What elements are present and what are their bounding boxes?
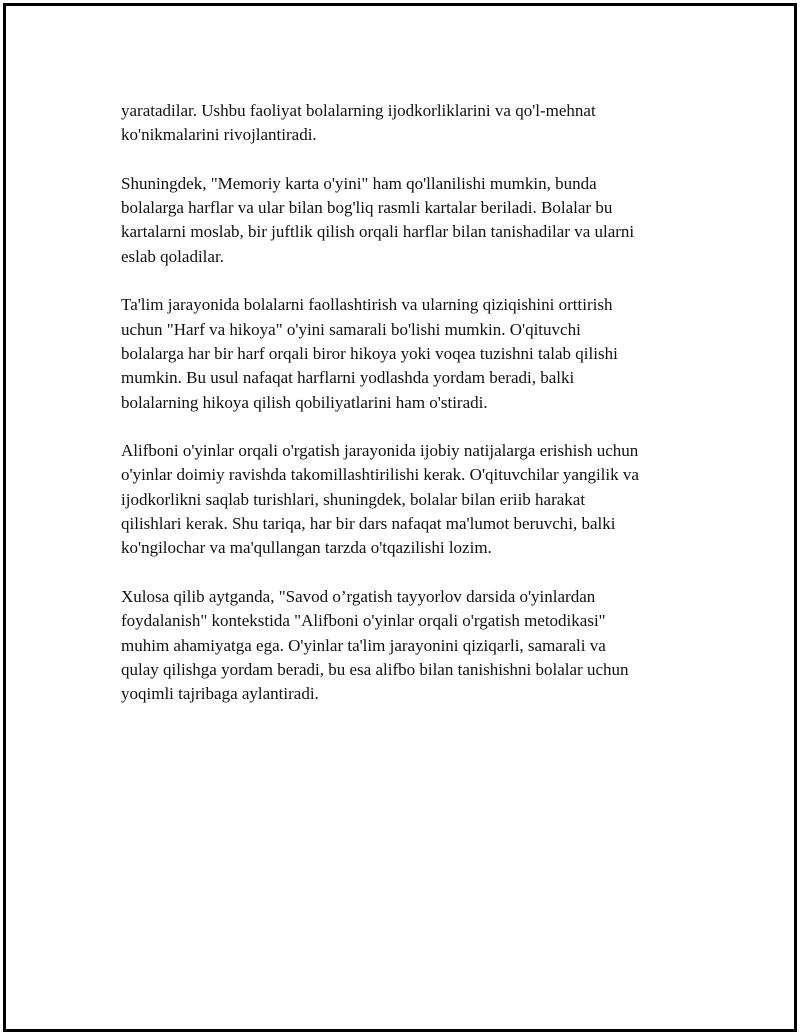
page-frame <box>3 3 797 1032</box>
paragraph-2: Shuningdek, "Memoriy karta o'yini" ham qo'llanilishi mumkin, bunda bolalarga harflar va ular bilan bog'liq rasmli kartalar beriladi. Bolalar bu kartalarni moslab, bir juftlik qilish orqali harflar bilan tanishadilar va ularni eslab qoladilar. <box>121 173 635 266</box>
paragraph-3: Ta'lim jarayonida bolalarni faollashtirish va ularning qiziqishini orttirish uchun "Harf va hikoya" o'yini samarali bo'lishi mumkin. O'qituvchi bolalarga har bir harf orqali biror hikoya yoki voqea tuzishni talab qilishi mumkin. Bu usul nafaqat harflarni yodlashda yordam beradi, balki bolalarning hikoya qilish qobiliyatlarini ham o'stiradi. <box>121 295 618 412</box>
paragraph-5: Xulosa qilib aytganda, "Savod o’rgatish tayyorlov darsida o'yinlardan foydalanish" kontekstida "Alifboni o'yinlar orqali o'rgatish metodikasi" muhim ahamiyatga ega. O'yinlar ta'lim jarayonini qiziqarli, samarali va qulay qilishga yordam beradi, bu esa alifbo bilan tanishishni bolalar uchun yoqimli tajribaga aylantiradi. <box>121 586 629 704</box>
document-body <box>121 99 701 731</box>
paragraph-4: Alifboni o'yinlar orqali o'rgatish jarayonida ijobiy natijalarga erishish uchun o'yinlar doimiy ravishda takomillashtirilishi kerak. O'qituvchilar yangilik va ijodkorlikni saqlab turishlari, shuningdek, bolalar bilan eriib harakat qilishlari kerak. Shu tariqa, har bir dars nafaqat ma'lumot beruvchi, balki ko'ngilochar va ma'qullangan tarzda o'tqazilishi lozim. <box>121 441 639 558</box>
paragraph-1: yaratadilar. Ushbu faoliyat bolalarning ijodkorliklarini va qo'l-mehnat ko'nikmalarini rivojlantiradi. <box>121 101 596 145</box>
